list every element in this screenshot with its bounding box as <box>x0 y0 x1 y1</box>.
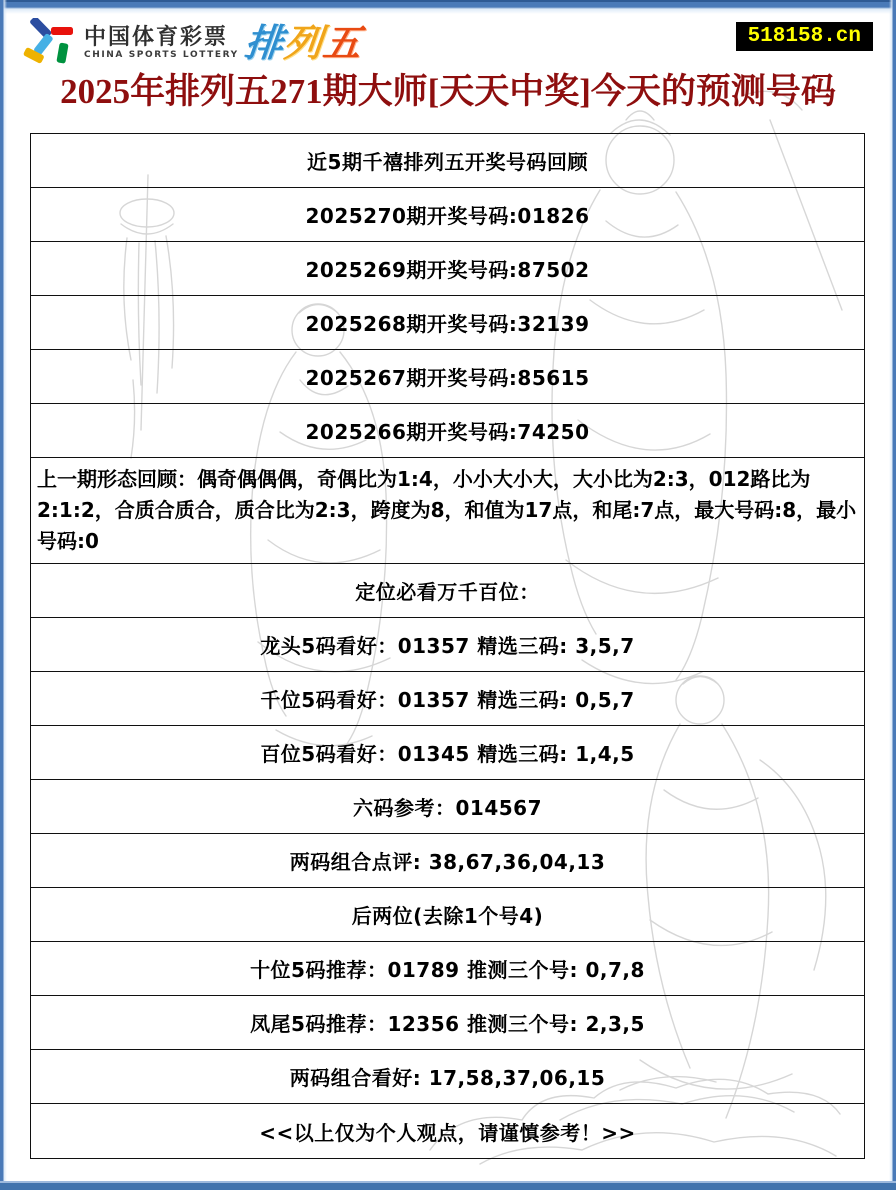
page-frame-right <box>889 0 896 1190</box>
brand-name-cn: 中国体育彩票 <box>84 24 229 50</box>
table-row-qianwei-5: 千位5码看好：01357 精选三码: 0,5,7 <box>31 672 864 726</box>
game-name-pailiewu <box>243 23 364 63</box>
table-row-last-two-header: 后两位(去除1个号4) <box>31 888 864 942</box>
table-row-review-header: 近5期千禧排列五开奖号码回顾 <box>31 134 864 188</box>
table-row-six-code-ref: 六码参考：014567 <box>31 780 864 834</box>
table-row-two-code-comment: 两码组合点评: 38,67,36,04,13 <box>31 834 864 888</box>
table-row-baiwei-5: 百位5码看好：01345 精选三码: 1,4,5 <box>31 726 864 780</box>
table-row-disclaimer: <<以上仅为个人观点，请谨慎参考！>> <box>259 1120 636 1145</box>
table-row-draw-2025269: 2025269期开奖号码:87502 <box>31 242 864 296</box>
table-row-pattern-review: 上一期形态回顾：偶奇偶偶偶，奇偶比为1:4，小小大小大，大小比为2:3，012路比为2:1:2，合质合质合，质合比为2:3，跨度为8，和值为17点，和尾:7点，最大号码:8，最小号码:0 <box>31 458 864 564</box>
table-row-longtou-5: 龙头5码看好：01357 精选三码: 3,5,7 <box>31 618 864 672</box>
lottery-logo[interactable] <box>22 18 365 68</box>
prediction-table <box>30 133 865 1159</box>
game-char-1: 排 <box>242 21 287 65</box>
table-row-shiwei-5: 十位5码推荐：01789 推测三个号: 0,7,8 <box>31 942 864 996</box>
page-frame-bottom <box>0 1181 896 1190</box>
header <box>22 16 880 74</box>
game-char-2: 列 <box>281 21 326 65</box>
page-title: 2025年排列五271期大师[天天中奖]今天的预测号码 <box>60 72 836 111</box>
brand-text <box>84 26 239 61</box>
table-row-fengwei-5: 凤尾5码推荐：12356 推测三个号: 2,3,5 <box>31 996 864 1050</box>
table-row-draw-2025270: 2025270期开奖号码:01826 <box>31 188 864 242</box>
sports-lottery-icon <box>22 18 78 68</box>
table-row-position-header: 定位必看万千百位： <box>31 564 864 618</box>
game-char-3: 五 <box>320 21 365 65</box>
table-row-draw-2025268: 2025268期开奖号码:32139 <box>31 296 864 350</box>
table-row-draw-2025266: 2025266期开奖号码:74250 <box>31 404 864 458</box>
page-frame-top <box>0 0 896 14</box>
brand-name-en: CHINA SPORTS LOTTERY <box>84 49 239 60</box>
page-frame-left <box>0 0 7 1190</box>
table-row-two-code-favor: 两码组合看好: 17,58,37,06,15 <box>31 1050 864 1104</box>
site-domain-badge[interactable]: 518158.cn <box>736 22 873 51</box>
table-row-draw-2025267: 2025267期开奖号码:85615 <box>31 350 864 404</box>
